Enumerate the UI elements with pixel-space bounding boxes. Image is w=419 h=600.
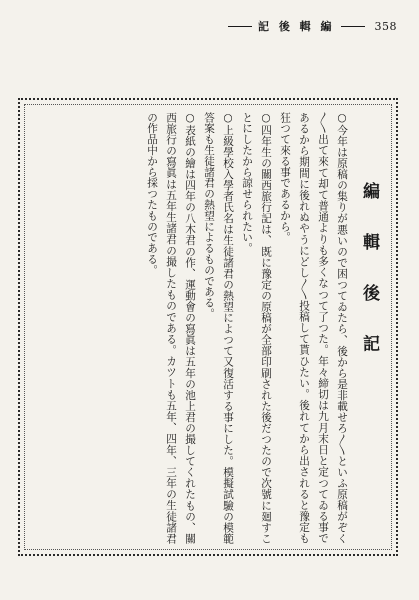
running-header [228,18,397,34]
paragraph: ○今年は原稿の集りが悪いので困つてゐたら、後から是非載せろ〳〵といふ原稿がぞく〳〵出て來て却て普通よりも多くなつて了つた。年々締切は九月末日と定つてゐる事であるから期間に後れぬやうにどし〳〵投稿して貰ひたい。後れてから出されると豫定も狂つて來る事であるから。 [279,112,348,544]
paragraph: ○表紙の繪は四年の八木君の作、運動會の寫眞は五年の池上君の撮してくれたもの、關西旅行の寫眞は五年生諸君の撮したものである。カツトも五年、四年、三年の生徒諸君の作品中から採つたものである。 [146,112,196,544]
running-header-title: 記 後 輯 編 [258,20,335,33]
article-body [30,112,386,544]
header-rule-left [228,26,252,27]
article-title: 編 輯 後 記 [359,182,379,366]
paragraph: ○上級學校入學者氏名は生徒諸君の熱望によつて又復活する事にした。模擬試驗の模範答案も生徒諸君の熱望によるものである。 [203,112,234,544]
article-text [51,112,351,544]
paragraph: ○四年生の關西旅行記は、既に豫定の原稿が全部印刷された後だつたので次號に廻すことにしたから諒せられたい。 [241,112,272,544]
header-rule-right [341,26,365,27]
page-number: 358 [374,19,397,33]
